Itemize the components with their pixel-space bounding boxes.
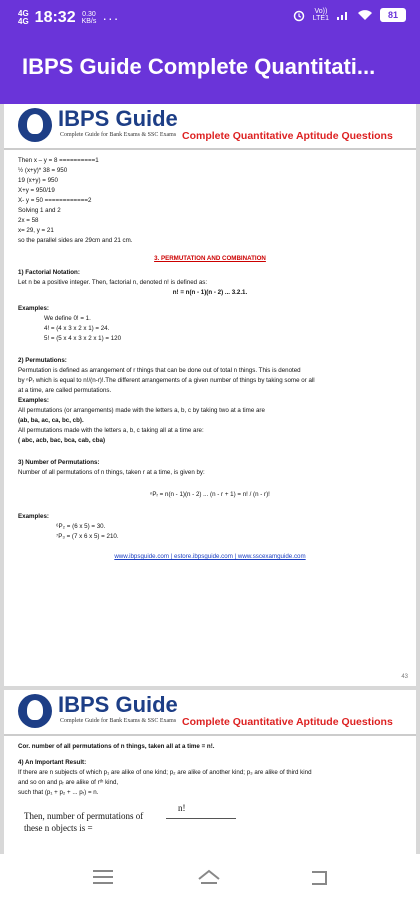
example-line: We define 0! = 1. <box>44 315 91 322</box>
status-left <box>18 9 119 27</box>
page-header <box>4 104 416 150</box>
brand-tagline: Complete Guide for Bank Exams & SSC Exams <box>60 718 177 724</box>
navigation-bar <box>0 854 420 900</box>
examples-heading: Examples: <box>18 513 49 520</box>
factorial-formula: n! = n(n - 1)(n - 2) ... 3.2.1. <box>172 289 248 296</box>
result-formula-block <box>18 802 402 834</box>
example-line: (ab, ba, ac, ca, bc, cb). <box>18 417 84 424</box>
solution-line: ½ (x+y)* 38 = 950 <box>18 167 68 174</box>
solution-line: 19 (x+y) = 950 <box>18 177 58 184</box>
pdf-viewer[interactable] <box>0 104 420 854</box>
header-subtitle: Complete Quantitative Aptitude Questions <box>182 130 393 142</box>
page-1-content <box>4 150 416 568</box>
fraction-bar <box>166 818 236 819</box>
important-result-heading: 4) An Important Result: <box>18 759 87 766</box>
solution-line: X- y = 50 ============2 <box>18 197 92 204</box>
factorial-text: Let n be a positive integer. Then, factorial n, denoted n! is defined as: <box>18 279 208 286</box>
brand-name: IBPS Guide <box>58 692 178 717</box>
footer-links[interactable]: www.ibpsguide.com | estore.ibpsguide.com | www.sscexamguide.com <box>114 553 306 560</box>
result-text-2: these n objects is = <box>24 823 93 833</box>
example-line: All permutations made with the letters a, b, c taking all at a time are: <box>18 427 204 434</box>
permutations-text: Permutation is defined as arrangement of r things that can be done out of total n things. This is denoted <box>18 367 301 374</box>
network-indicator <box>18 10 29 26</box>
number-of-permutations-heading: 3) Number of Permutations: <box>18 459 100 466</box>
home-icon[interactable] <box>196 866 222 888</box>
result-text-1: Then, number of permutations of <box>24 811 144 821</box>
page-header <box>4 690 416 736</box>
network-type-1: 4G <box>18 9 29 18</box>
brand-tagline: Complete Guide for Bank Exams & SSC Exams <box>60 132 177 138</box>
examples-heading: Examples: <box>18 397 49 404</box>
number-of-permutations-text: Number of all permutations of n things, taken r at a time, is given by: <box>18 469 205 476</box>
more-notifications-icon: ··· <box>102 10 120 26</box>
status-bar <box>0 0 420 34</box>
important-result-text: and so on and pᵣ are alike of rᵗʰ kind, <box>18 779 119 786</box>
example-line: ( abc, acb, bac, bca, cab, cba) <box>18 437 106 444</box>
network-type-2: 4G <box>18 17 29 26</box>
speed-unit: KB/s <box>81 18 97 25</box>
section-title: 3. PERMUTATION AND COMBINATION <box>154 255 266 262</box>
solution-line: X+y = 950/19 <box>18 187 55 194</box>
brand-name: IBPS Guide <box>58 106 178 131</box>
menu-icon[interactable] <box>90 866 116 888</box>
ibps-logo-icon <box>18 694 52 728</box>
important-result-text: If there are n subjects of which p₁ are alike of one kind; p₂ are alike of another kind; p₃ are alike of third kind <box>18 769 312 776</box>
header-subtitle: Complete Quantitative Aptitude Questions <box>182 716 393 728</box>
pdf-page-1[interactable] <box>4 104 416 686</box>
page-number: 43 <box>401 674 408 680</box>
permutation-formula: ⁿPᵣ = n(n - 1)(n - 2) ... (n - r + 1) = n! / (n - r)! <box>150 491 270 498</box>
example-line: 5! = (5 x 4 x 3 x 2 x 1) = 120 <box>44 335 122 342</box>
speed-value: 0.30 <box>82 11 96 18</box>
pdf-page-2[interactable] <box>4 690 416 854</box>
solution-line: Solving 1 and 2 <box>18 207 61 214</box>
result-fraction-numerator: n! <box>178 803 186 813</box>
examples-heading: Examples: <box>18 305 49 312</box>
ibps-logo-icon <box>18 108 52 142</box>
status-right <box>292 8 406 22</box>
solution-line: x= 29, y = 21 <box>18 227 54 234</box>
example-line: ⁶P₂ = (6 x 5) = 30. <box>56 523 106 530</box>
volte-indicator <box>313 8 329 22</box>
example-line: All permutations (or arrangements) made with the letters a, b, c by taking two at a time are <box>18 407 265 414</box>
logo-head-shape <box>27 114 43 134</box>
corollary-line: Cor. number of all permutations of n things, taken all at a time = n!. <box>18 743 215 750</box>
wifi-icon <box>357 9 373 21</box>
alarm-icon <box>292 8 306 22</box>
back-icon[interactable] <box>306 866 332 888</box>
permutations-text: by ⁿPᵣ which is equal to n!/(n-r)!.The different arrangements of a given number of things by taking some or all <box>18 377 315 384</box>
permutations-text: at a time, are called permutations. <box>18 387 112 394</box>
page-title: IBPS Guide Complete Quantitati... <box>22 54 376 79</box>
app-bar <box>0 34 420 104</box>
volte-bottom: LTE1 <box>312 15 329 22</box>
permutations-heading: 2) Permutations: <box>18 357 67 364</box>
example-line: ⁷P₃ = (7 x 6 x 5) = 210. <box>56 533 119 540</box>
logo-head-shape <box>27 700 43 720</box>
clock: 18:32 <box>34 9 76 26</box>
example-line: 4! = (4 x 3 x 2 x 1) = 24. <box>44 325 110 332</box>
solution-line: 2x = 58 <box>18 217 39 224</box>
network-speed <box>82 11 97 25</box>
factorial-heading: 1) Factorial Notation: <box>18 269 80 276</box>
volte-top: Vo)) <box>314 8 328 15</box>
important-result-text: such that (p₁ + p₂ + ... pᵣ) = n. <box>18 789 99 796</box>
solution-line: Then x – y = 8 ==========1 <box>18 157 99 164</box>
solution-line: so the parallel sides are 29cm and 21 cm. <box>18 237 133 244</box>
signal-icon <box>336 9 350 21</box>
page-2-content <box>4 736 416 840</box>
battery-icon: 81 <box>380 8 406 22</box>
